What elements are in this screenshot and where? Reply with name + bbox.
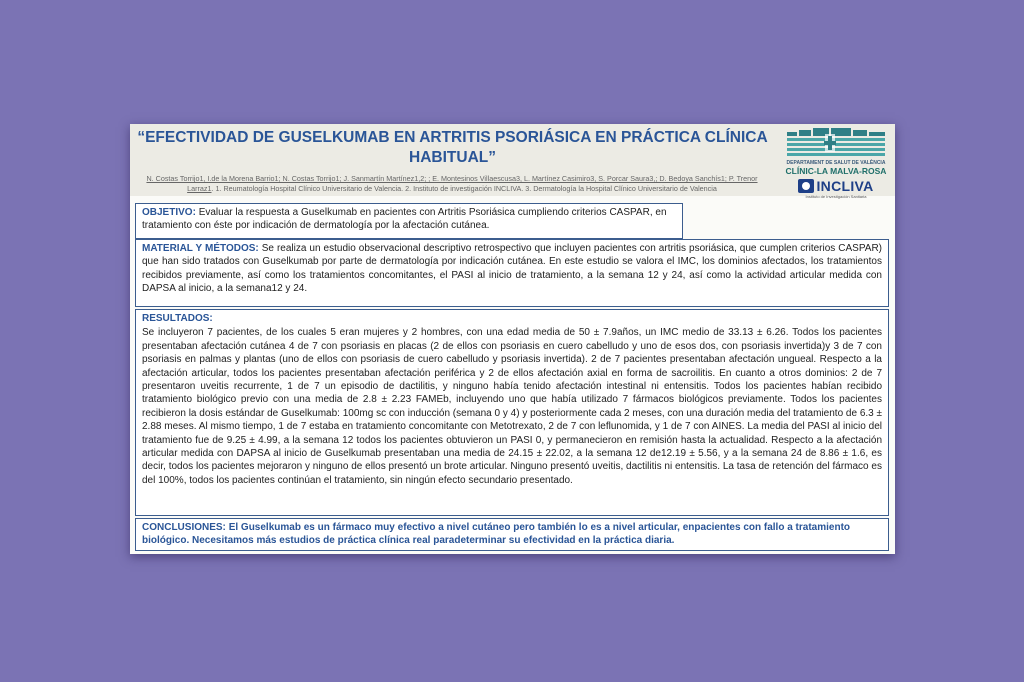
resultados-section [135,309,889,516]
author-list [136,174,768,194]
incliva-subtitle: Instituto de Investigación Sanitaria [805,194,867,199]
resultados-heading: RESULTADOS: [142,313,213,324]
objetivo-section [135,203,683,239]
metodos-heading: MATERIAL Y MÉTODOS: [142,243,259,254]
clinic-logo-text: CLÍNIC-LA MALVA-ROSA [785,166,887,176]
poster [130,124,895,554]
incliva-logo [781,178,891,194]
logos [781,126,891,210]
affiliations: . 1. Reumatología Hospital Clínico Universitario de Valencia. 2. Instituto de investigación INCLIVA. 3. Dermatología la Hospital Clínico Universitario de Valencia [211,184,717,193]
metodos-text: Se realiza un estudio observacional descriptivo retrospectivo que incluyen pacientes con artritis psoriásica, que cumplen criterios CASPAR) que han sido tratados con Guselkumab por parte de dermatología por indicación cutánea. En este estudio se valora el IMC, los dominios afectados, los tratamientos recibidos previamente, así como los tratamientos concomitantes, el PASI al inicio de tratamiento, a la semana 12 y 24, así como la actividad articular medida con DAPSA al inicio, a la semana12 y 24. [142,243,882,295]
incliva-icon [798,179,814,193]
conclusiones-text: El Guselkumab es un fármaco muy efectivo a nivel cutáneo pero también lo es a nivel articular, enpacientes con fallo a tratamiento biológico. Necesitamos más estudios de práctica clínica real paradeterminar su efectividad en la práctica diaria. [142,522,851,547]
hospital-building-icon [781,126,891,160]
conclusiones-section [135,518,889,551]
author-names: N. Costas Torrijo1, I.de la Morena Barrio1; N. Costas Torrijo1; J. Sanmartín Martínez1,2; ; E. Montesinos Villaescusa3, L. Martínez Casimiro3, S. Porcar Saura3,; D. Bedoya Sanchís1; P. Trenor Larraz1 [146,174,758,193]
incliva-logo-text: INCLIVA [816,178,874,194]
poster-header [130,124,895,199]
objetivo-heading: OBJETIVO: [142,207,196,218]
resultados-text: Se incluyeron 7 pacientes, de los cuales 5 eran mujeres y 2 hombres, con una edad media de 50 ± 7.9años, un IMC medio de 33.13 ± 6.26. Todos los pacientes presentaban afectación cutánea 4 de 7 con psoriasis en placas (2 de ellos con psoriasis en cuero cabelludo y uno de esos dos, con psoriasis invertida)y 3 de 7 con psoriasis en palmas y plantas (uno de ellos con psoriasis de cuero cabelludo y psoriasis invertida). 2 de 7 pacientes presentaban afectación ungueal. Respecto a la afectación articular, todos los pacientes presentaban afectación periférica y 2 de ellos afectación axial en forma de sacroilitis. En cuanto a otros dominios: 2 de 7 presentaron uveitis recurrente, 1 de 7 un episodio de dactilitis, y ninguno había tenido afectación intestinal ni entensitis. Todos los pacientes habían recibido tratamiento biológico previo con una media de 2.8 ± 2.23 FAMEb, incluyendo uno que había utilizado 7 fármacos biológicos previamente. Todos los pacientes recibieron la dosis estándar de Guselkumab: 100mg sc con inducción (semana 0 y 4) y posteriormente cada 2 meses, con una duración media del tratamiento de 6.3 ± 2.88 meses. Al mismo tiempo, 1 de 7 estaba en tratamiento concomitante con Metotrexato, 2 de 7 con leflunomida, y 1 de 7 con AINES. La media del PASI al inicio del tratamiento fue de 9.25 ± 4.99, a la semana 12 todos los pacientes obtuvieron un PASI 0, y permanecieron en remisión hasta la actualidad. Respecto a la afectación articular medida con DAPSA al inicio de Guselkumab presentaban una media de 24.15 ± 22.02, a la semana 12 de12.19 ± 5.56, y a la semana 24 de 8.86 ± 1.6, es decir, todos los pacientes mejoraron y ninguno de ellos presentó un brote articular. Ninguno presentó uveitis, dactilitis ni entensitis. La tasa de retención del fármaco es del 100%, todos los pacientes continúan el tratamiento, sin ningún efecto secundario presentado. [142,327,882,486]
conclusiones-heading: CONCLUSIONES: [142,522,226,533]
department-text: DEPARTAMENT DE SALUT DE VALÈNCIA [786,160,886,166]
metodos-section [135,239,889,307]
poster-title: “EFECTIVIDAD DE GUSELKUMAB EN ARTRITIS PSORIÁSICA EN PRÁCTICA CLÍNICA HABITUAL” [137,129,768,166]
objetivo-text: Evaluar la respuesta a Guselkumab en pacientes con Artritis Psoriásica cumpliendo criterios CASPAR, en tratamiento con éste por indicación de dermatología por la afectación cutánea. [142,207,667,232]
